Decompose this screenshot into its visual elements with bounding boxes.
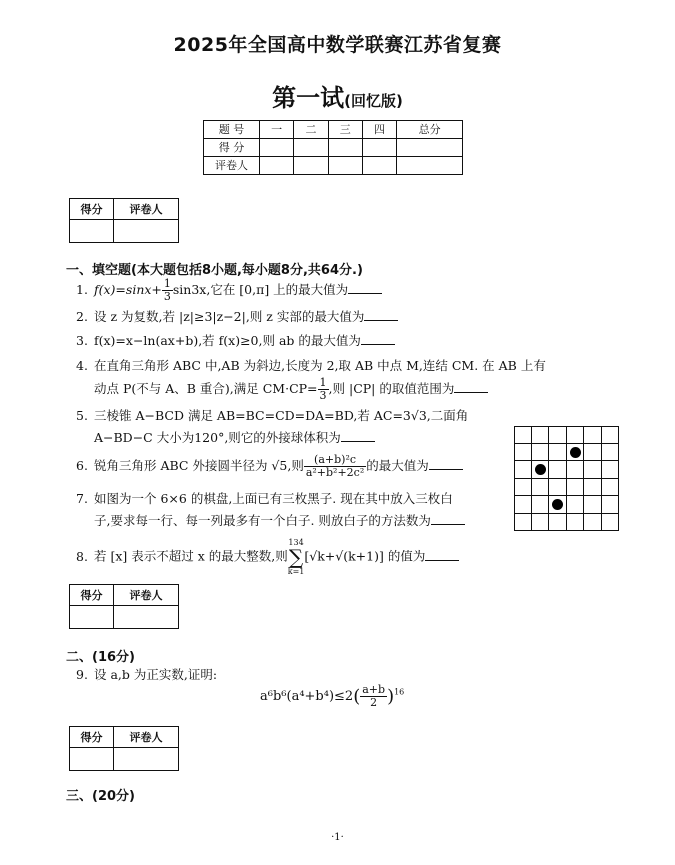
ineq-frac-num: a+b	[362, 683, 386, 696]
grader-name-cell[interactable]	[113, 748, 178, 771]
score-cell[interactable]	[362, 157, 396, 175]
sigma-symbol	[288, 538, 305, 576]
grader-name-label: 评卷人	[113, 727, 178, 748]
ineq-fraction	[360, 684, 387, 709]
q4-line2-pre: 动点 P(不与 A、B 重合),满足 CM·CP=	[94, 381, 318, 396]
sigma-glyph: ∑	[288, 545, 304, 569]
grader-box-1	[69, 198, 179, 243]
sigma-upper: 134	[288, 538, 304, 547]
score-cell[interactable]	[362, 139, 396, 157]
question-3	[76, 330, 395, 352]
score-table-row	[204, 139, 463, 157]
grader-score-cell[interactable]	[70, 220, 114, 243]
question-1	[76, 278, 382, 303]
black-stone	[535, 464, 546, 475]
ineq-left: a⁶b⁶(a⁴+b⁴)≤2	[260, 689, 354, 704]
score-cell[interactable]	[294, 139, 328, 157]
q6-frac-den: a²+b²+2c²	[305, 466, 365, 479]
section-3-heading: 三、(20分)	[66, 789, 135, 804]
score-cell[interactable]	[294, 157, 328, 175]
question-number: 6.	[76, 458, 88, 473]
subtitle-main: 第一试	[272, 84, 345, 112]
answer-blank[interactable]	[341, 429, 375, 442]
q1-text-pre: f(x)=sinx+	[94, 282, 162, 297]
q5-line2: A−BD−C 大小为120°,则它的外接球体积为	[94, 430, 341, 445]
score-table-row-label: 得 分	[204, 139, 260, 157]
black-stone	[570, 447, 581, 458]
grader-name-label: 评卷人	[113, 585, 178, 606]
answer-blank[interactable]	[364, 308, 398, 321]
grader-box-3	[69, 726, 179, 771]
score-cell[interactable]	[328, 157, 362, 175]
question-number: 5.	[76, 408, 88, 423]
sigma-lower: k=1	[287, 567, 305, 576]
answer-blank[interactable]	[431, 512, 465, 525]
grader-score-label: 得分	[70, 585, 114, 606]
score-table-row-label: 评卷人	[204, 157, 260, 175]
q3-text: f(x)=x−ln(ax+b),若 f(x)≥0,则 ab 的最大值为	[94, 333, 361, 348]
question-6	[76, 454, 463, 479]
score-cell[interactable]	[397, 139, 463, 157]
q5-line1: 三棱锥 A−BCD 满足 AB=BC=CD=DA=BD,若 AC=3√3,二面角	[94, 408, 469, 423]
q1-text-post: sin3x,它在 [0,π] 上的最大值为	[172, 282, 349, 297]
question-number: 1.	[76, 282, 88, 297]
grader-box-2	[69, 584, 179, 629]
score-table-header-row	[204, 121, 463, 139]
question-number: 9.	[76, 667, 88, 682]
q4-frac-den: 3	[319, 389, 327, 402]
question-7	[76, 488, 465, 532]
chessboard-figure	[514, 426, 619, 531]
score-table-col: 二	[294, 121, 328, 139]
score-cell[interactable]	[397, 157, 463, 175]
score-table-col: 三	[328, 121, 362, 139]
question-8	[76, 538, 459, 576]
q4-frac-num: 1	[319, 376, 327, 389]
answer-blank[interactable]	[454, 380, 488, 393]
grader-score-cell[interactable]	[70, 606, 114, 629]
grader-score-cell[interactable]	[70, 748, 114, 771]
question-number: 4.	[76, 358, 88, 373]
page-number: ·1·	[331, 832, 344, 843]
question-number: 3.	[76, 333, 88, 348]
q8-text-pre: 若 [x] 表示不超过 x 的最大整数,则	[94, 548, 288, 564]
grader-name-cell[interactable]	[113, 220, 178, 243]
q9-inequality: a⁶b⁶(a⁴+b⁴)≤2( $\frac{a+b}{2}$ )$^{16}$	[260, 683, 405, 709]
grader-score-label: 得分	[70, 199, 114, 220]
q1-frac-den: 3	[163, 290, 171, 303]
question-number: 8.	[76, 548, 88, 564]
grader-name-cell[interactable]	[113, 606, 178, 629]
score-table-col: 四	[362, 121, 396, 139]
q9-text: 设 a,b 为正实数,证明:	[94, 667, 218, 682]
score-table-row	[204, 157, 463, 175]
subtitle-note: (回忆版)	[344, 92, 403, 110]
question-5	[76, 405, 468, 449]
board-frame	[514, 426, 619, 531]
q4-line1: 在直角三角形 ABC 中,AB 为斜边,长度为 2,取 AB 中点 M,连结 CM. 在 AB 上有	[94, 358, 546, 373]
score-table	[203, 120, 463, 175]
paper-subtitle	[0, 78, 675, 113]
q1-frac-num: 1	[163, 277, 171, 290]
ineq-exponent: 16	[394, 687, 405, 697]
q8-text-post: [√k+√(k+1)] 的值为	[304, 548, 426, 564]
question-2	[76, 306, 398, 328]
question-4	[76, 355, 546, 402]
q6-frac-num: (a+b)²c	[304, 454, 366, 467]
grader-name-label: 评卷人	[113, 199, 178, 220]
grader-score-label: 得分	[70, 727, 114, 748]
q6-fraction	[304, 454, 366, 479]
score-cell[interactable]	[260, 157, 294, 175]
answer-blank[interactable]	[425, 548, 459, 561]
section-2-heading: 二、(16分)	[66, 650, 135, 665]
question-number: 2.	[76, 309, 88, 324]
q6-text-post: 的最大值为	[366, 458, 429, 473]
q1-fraction	[162, 278, 173, 303]
score-table-col: 总分	[397, 121, 463, 139]
section-1-heading: 一、填空题(本大题包括8小题,每小题8分,共64分.)	[66, 263, 363, 278]
question-9	[76, 664, 217, 686]
question-number: 7.	[76, 491, 88, 506]
paper-title: 2025年全国高中数学联赛江苏省复赛	[173, 34, 502, 56]
q7-line2: 子,要求每一行、每一列最多有一个白子. 则放白子的方法数为	[94, 513, 431, 528]
score-cell[interactable]	[328, 139, 362, 157]
q7-line1: 如图为一个 6×6 的棋盘,上面已有三枚黑子. 现在其中放入三枚白	[94, 491, 453, 506]
ineq-frac-den: 2	[370, 696, 378, 709]
q2-text: 设 z 为复数,若 |z|≥3|z−2|,则 z 实部的最大值为	[94, 309, 365, 324]
answer-blank[interactable]	[429, 457, 463, 470]
q4-fraction	[318, 377, 329, 402]
answer-blank[interactable]	[361, 332, 395, 345]
score-table-col: 一	[260, 121, 294, 139]
answer-blank[interactable]	[348, 281, 382, 294]
q6-text-pre: 锐角三角形 ABC 外接圆半径为 √5,则	[94, 458, 304, 473]
score-cell[interactable]	[260, 139, 294, 157]
q4-line2-post: ,则 |CP| 的取值范围为	[328, 381, 455, 396]
score-table-col-label: 题 号	[204, 121, 260, 139]
